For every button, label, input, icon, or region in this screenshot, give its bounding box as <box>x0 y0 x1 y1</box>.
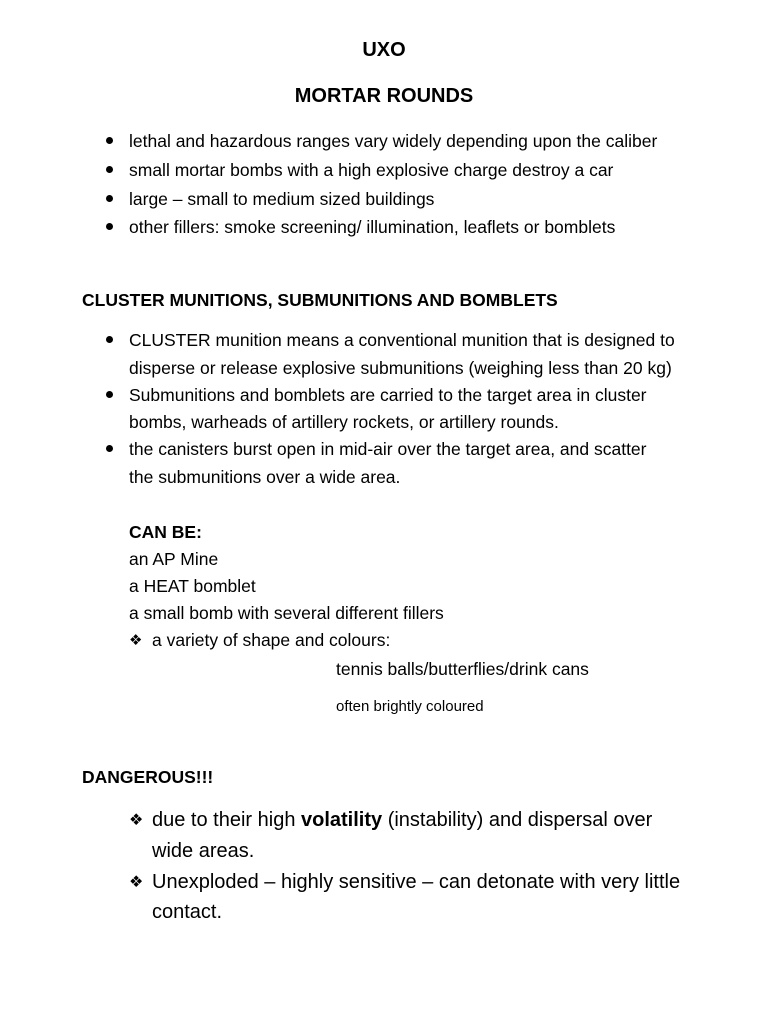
dangerous-item-bold: volatility <box>301 809 383 831</box>
list-item: lethal and hazardous ranges vary widely depending upon the caliber <box>129 131 658 151</box>
dangerous-item-prefix: due to their high <box>152 809 301 831</box>
dangerous-item-line: contact. <box>152 901 223 923</box>
can-be-item: an AP Mine <box>129 549 219 569</box>
list-item-line: disperse or release explosive submunitions (weighing less than 20 kg) <box>129 358 672 378</box>
bullet-icon <box>106 391 113 398</box>
dangerous-item-suffix: (instability) and dispersal over <box>382 809 653 831</box>
diamond-bullet-icon: ❖ <box>129 810 144 829</box>
section-title-mortar-rounds: MORTAR ROUNDS <box>294 85 474 107</box>
can-be-item: a small bomb with several different fillers <box>129 603 444 623</box>
can-be-variety: a variety of shape and colours: <box>152 630 391 650</box>
list-item-line: Submunitions and bomblets are carried to the target area in cluster <box>129 385 647 405</box>
can-be-note: often brightly coloured <box>336 698 484 715</box>
dangerous-heading: DANGEROUS!!! <box>82 767 214 787</box>
can-be-heading: CAN BE: <box>129 522 202 542</box>
document-title: UXO <box>362 39 406 61</box>
list-item-line: the canisters burst open in mid-air over the target area, and scatter <box>129 439 647 459</box>
bullet-icon <box>106 166 113 173</box>
dangerous-item-line: Unexploded – highly sensitive – can detonate with very little <box>152 871 681 893</box>
diamond-bullet-icon: ❖ <box>129 872 144 891</box>
dangerous-item-line: wide areas. <box>152 840 255 862</box>
bullet-icon <box>106 137 113 144</box>
diamond-bullet-icon: ❖ <box>129 631 143 649</box>
list-item-line: CLUSTER munition means a conventional munition that is designed to <box>129 330 675 350</box>
can-be-examples: tennis balls/butterflies/drink cans <box>336 659 589 679</box>
list-item-line: the submunitions over a wide area. <box>129 467 401 487</box>
bullet-icon <box>106 445 113 452</box>
can-be-item: a HEAT bomblet <box>129 576 256 596</box>
bullet-icon <box>106 336 113 343</box>
dangerous-item-line <box>152 807 652 833</box>
list-item: other fillers: smoke screening/ illumination, leaflets or bomblets <box>129 217 616 237</box>
list-item: large – small to medium sized buildings <box>129 189 435 209</box>
bullet-icon <box>106 223 113 230</box>
list-item-line: bombs, warheads of artillery rockets, or artillery rounds. <box>129 412 559 432</box>
bullet-icon <box>106 195 113 202</box>
cluster-heading: CLUSTER MUNITIONS, SUBMUNITIONS AND BOMBLETS <box>82 290 558 310</box>
list-item: small mortar bombs with a high explosive charge destroy a car <box>129 160 614 180</box>
